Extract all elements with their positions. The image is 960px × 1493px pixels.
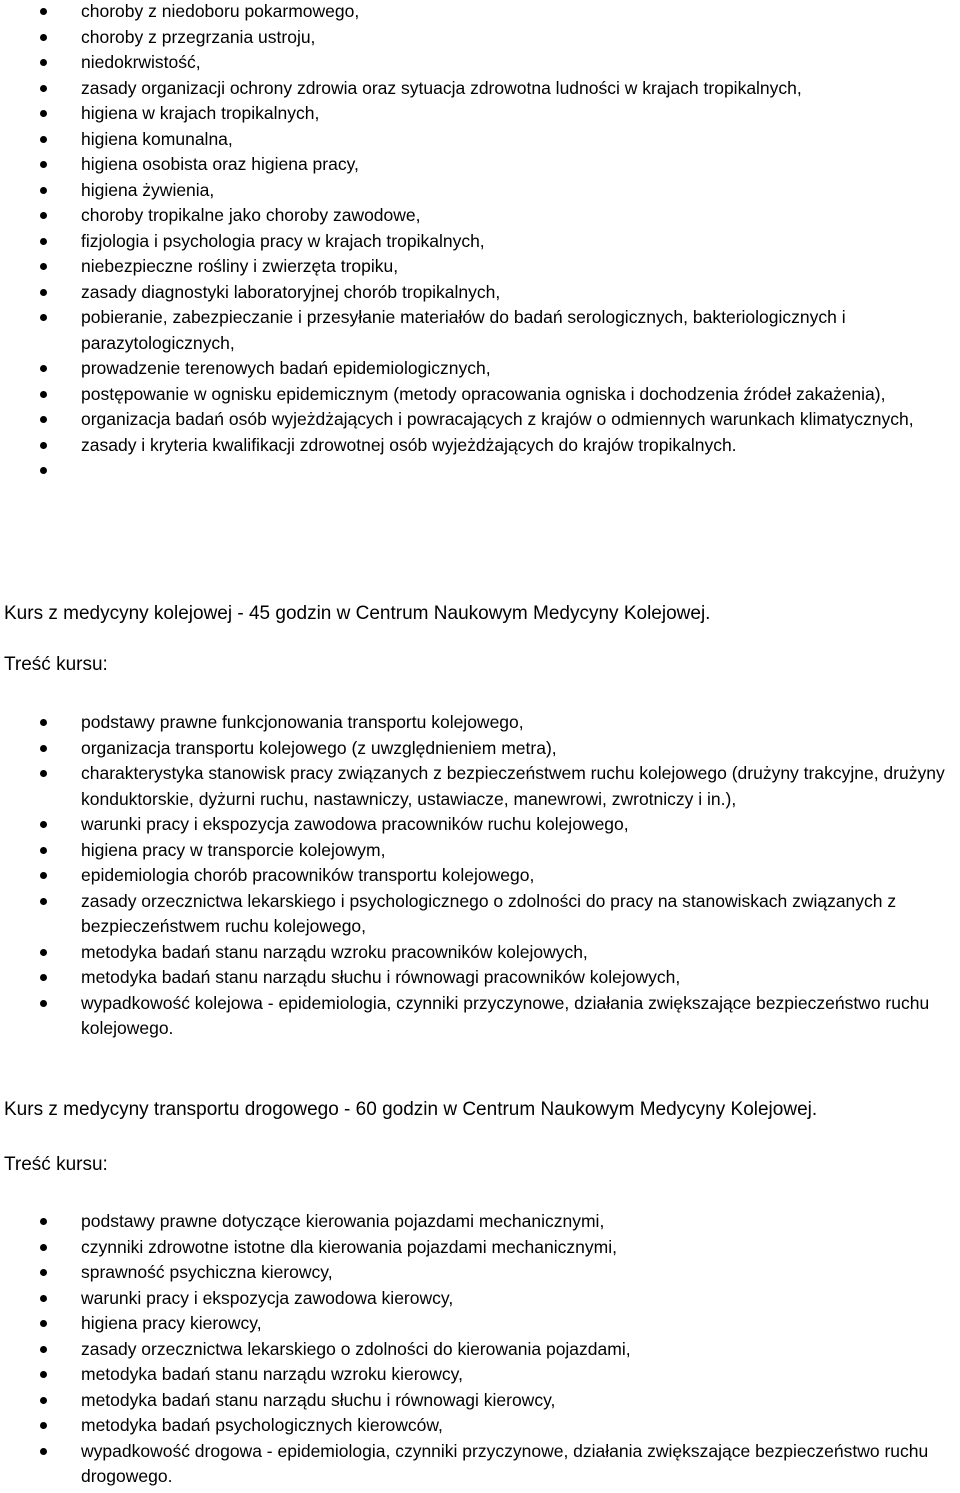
list-item — [0, 152, 960, 178]
list-item — [0, 1439, 960, 1490]
tropical-medicine-topic-list — [0, 0, 960, 484]
bullet-icon — [40, 1371, 47, 1378]
bullet-icon — [40, 289, 47, 296]
list-item-text: zasady orzecznictwa lekarskiego i psychologicznego o zdolności do pracy na stanowiskach związanych z bezpieczeństwem ruchu kolejowego, — [81, 890, 897, 936]
list-item-text: choroby z niedoboru pokarmowego, — [81, 1, 360, 21]
bullet-icon — [40, 391, 47, 398]
list-item-text: czynniki zdrowotne istotne dla kierowania pojazdami mechanicznymi, — [81, 1236, 617, 1257]
list-item — [0, 838, 960, 864]
list-item — [0, 25, 960, 51]
bullet-icon — [40, 416, 47, 423]
list-item — [0, 1337, 960, 1363]
list-item-text: metodyka badań stanu narządu słuchu i równowagi kierowcy, — [81, 1389, 556, 1410]
list-item-text: warunki pracy i ekspozycja zawodowa pracowników ruchu kolejowego, — [81, 814, 629, 834]
list-item — [0, 1235, 960, 1261]
list-item — [0, 433, 960, 459]
list-item — [0, 1209, 960, 1235]
list-item-text: wypadkowość kolejowa - epidemiologia, czynniki przyczynowe, działania zwiększające bezpieczeństwo ruchu kolejowego. — [81, 992, 930, 1038]
list-item — [0, 101, 960, 127]
bullet-icon — [40, 1422, 47, 1429]
list-item-text: podstawy prawne dotyczące kierowania pojazdami mechanicznymi, — [81, 1211, 605, 1231]
bullet-icon — [40, 1320, 47, 1327]
list-item-text: zasady i kryteria kwalifikacji zdrowotnej osób wyjeżdżających do krajów tropikalnych. — [81, 434, 737, 455]
list-item — [0, 863, 960, 889]
list-item-text: prowadzenie terenowych badań epidemiologicznych, — [81, 358, 491, 378]
list-item-text: organizacja transportu kolejowego (z uwzględnieniem metra), — [81, 737, 557, 758]
list-item — [0, 991, 960, 1042]
list-item — [0, 940, 960, 966]
list-item — [0, 761, 960, 812]
list-item — [0, 229, 960, 255]
list-item — [0, 50, 960, 76]
list-item — [0, 1286, 960, 1312]
bullet-icon — [40, 1397, 47, 1404]
bullet-icon — [40, 847, 47, 854]
bullet-icon — [40, 1269, 47, 1276]
bullet-icon — [40, 34, 47, 41]
bullet-icon — [40, 1295, 47, 1302]
list-item — [0, 203, 960, 229]
list-item-text: charakterystyka stanowisk pracy związanych z bezpieczeństwem ruchu kolejowego (drużyny trakcyjne, drużyny konduktorskie, dyżurni ruchu, nastawniczy, ustawiacze, manewrowi, zwrotniczy i in.), — [81, 763, 945, 809]
list-item-text: fizjologia i psychologia pracy w krajach tropikalnych, — [81, 230, 485, 251]
road-course-topic-list — [0, 1209, 960, 1490]
bullet-icon — [40, 1000, 47, 1007]
rail-course-content-label: Treść kursu: — [4, 654, 108, 675]
list-item — [0, 254, 960, 280]
list-item-text: epidemiologia chorób pracowników transportu kolejowego, — [81, 865, 535, 885]
list-item-text: pobieranie, zabezpieczanie i przesyłanie materiałów do badań serologicznych, bakteriologicznych i parazytologicznych, — [81, 307, 846, 353]
bullet-icon — [40, 1448, 47, 1455]
bullet-icon — [40, 1244, 47, 1251]
bullet-icon — [40, 442, 47, 449]
list-item-text: higiena pracy w transporcie kolejowym, — [81, 839, 386, 860]
list-item — [0, 382, 960, 408]
list-item-text: higiena komunalna, — [81, 128, 233, 149]
list-item — [0, 1388, 960, 1414]
list-item-text: postępowanie w ognisku epidemicznym (metody opracowania ogniska i dochodzenia źródeł zakażenia), — [81, 383, 886, 404]
bullet-icon — [40, 719, 47, 726]
list-item — [0, 1311, 960, 1337]
list-item — [0, 356, 960, 382]
list-item-text: zasady organizacji ochrony zdrowia oraz sytuacja zdrowotna ludności w krajach tropikalnych, — [81, 77, 802, 98]
list-item-text: niedokrwistość, — [81, 52, 201, 72]
bullet-icon — [40, 467, 47, 474]
list-item-text: zasady diagnostyki laboratoryjnej chorób tropikalnych, — [81, 281, 501, 302]
list-item-text: metodyka badań stanu narządu wzroku pracowników kolejowych, — [81, 941, 588, 962]
bullet-icon — [40, 8, 47, 15]
list-item — [0, 178, 960, 204]
list-item — [0, 965, 960, 991]
road-course-title: Kurs z medycyny transportu drogowego - 60 godzin w Centrum Naukowym Medycyny Kolejowej. — [4, 1099, 818, 1120]
bullet-icon — [40, 745, 47, 752]
list-item — [0, 0, 960, 25]
list-item-text: niebezpieczne rośliny i zwierzęta tropiku, — [81, 256, 399, 276]
bullet-icon — [40, 212, 47, 219]
bullet-icon — [40, 110, 47, 117]
road-course-content-label: Treść kursu: — [4, 1154, 108, 1175]
list-item — [0, 127, 960, 153]
list-item-text: metodyka badań psychologicznych kierowców, — [81, 1415, 443, 1435]
bullet-icon — [40, 974, 47, 981]
list-item — [0, 1260, 960, 1286]
bullet-icon — [40, 1346, 47, 1353]
list-item — [0, 407, 960, 433]
list-item-text: choroby z przegrzania ustroju, — [81, 26, 316, 47]
list-item-text: higiena w krajach tropikalnych, — [81, 103, 320, 123]
bullet-icon — [40, 85, 47, 92]
bullet-icon — [40, 872, 47, 879]
list-item-text: organizacja badań osób wyjeżdżających i powracających z krajów o odmiennych warunkach klimatycznych, — [81, 409, 914, 429]
list-item-empty — [0, 458, 960, 484]
list-item — [0, 812, 960, 838]
list-item-text: higiena pracy kierowcy, — [81, 1313, 262, 1333]
list-item-text: sprawność psychiczna kierowcy, — [81, 1262, 333, 1282]
bullet-icon — [40, 187, 47, 194]
list-item — [0, 710, 960, 736]
bullet-icon — [40, 821, 47, 828]
list-item-text: podstawy prawne funkcjonowania transportu kolejowego, — [81, 712, 524, 732]
bullet-icon — [40, 161, 47, 168]
list-item-text: wypadkowość drogowa - epidemiologia, czynniki przyczynowe, działania zwiększające bezpieczeństwo ruchu drogowego. — [81, 1440, 929, 1486]
list-item-text: higiena żywienia, — [81, 179, 215, 200]
list-item-text: zasady orzecznictwa lekarskiego o zdolności do kierowania pojazdami, — [81, 1338, 631, 1359]
list-item-text: higiena osobista oraz higiena pracy, — [81, 154, 359, 174]
list-item — [0, 305, 960, 356]
list-item-text: metodyka badań stanu narządu słuchu i równowagi pracowników kolejowych, — [81, 967, 681, 987]
bullet-icon — [40, 770, 47, 777]
bullet-icon — [40, 238, 47, 245]
bullet-icon — [40, 365, 47, 372]
bullet-icon — [40, 314, 47, 321]
bullet-icon — [40, 898, 47, 905]
list-item — [0, 76, 960, 102]
list-item-text: choroby tropikalne jako choroby zawodowe, — [81, 205, 421, 225]
bullet-icon — [40, 59, 47, 66]
list-item — [0, 1413, 960, 1439]
list-item — [0, 736, 960, 762]
rail-course-title: Kurs z medycyny kolejowej - 45 godzin w Centrum Naukowym Medycyny Kolejowej. — [4, 603, 711, 624]
bullet-icon — [40, 949, 47, 956]
list-item-text: warunki pracy i ekspozycja zawodowa kierowcy, — [81, 1287, 454, 1308]
list-item — [0, 889, 960, 940]
list-item-text: metodyka badań stanu narządu wzroku kierowcy, — [81, 1364, 463, 1384]
bullet-icon — [40, 136, 47, 143]
list-item — [0, 1362, 960, 1388]
bullet-icon — [40, 263, 47, 270]
rail-course-topic-list — [0, 710, 960, 1042]
bullet-icon — [40, 1218, 47, 1225]
list-item — [0, 280, 960, 306]
